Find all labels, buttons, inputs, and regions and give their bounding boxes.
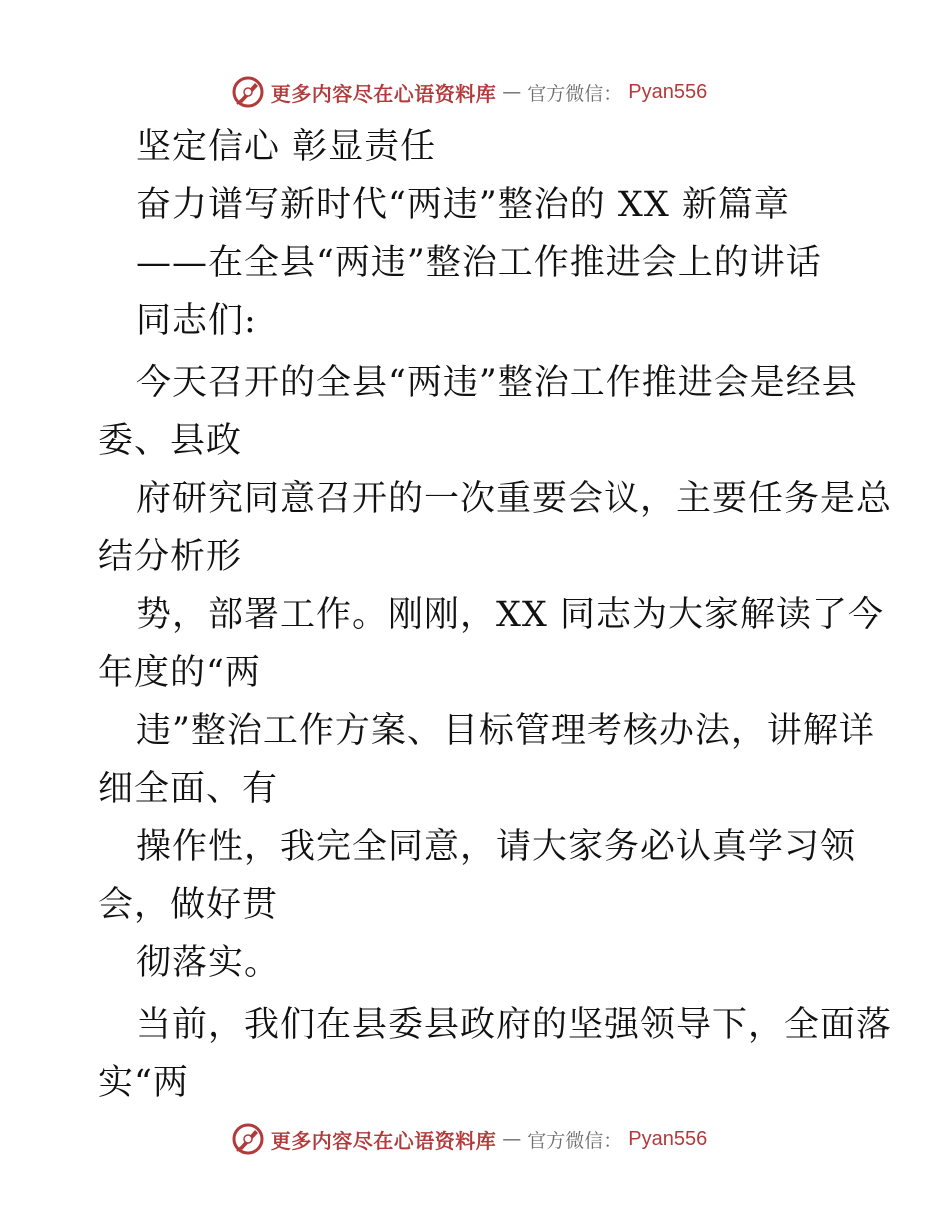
watermark-brand xyxy=(231,1122,707,1156)
doc-paragraph-line: 细全面、有 xyxy=(98,769,279,809)
watermark-account-id: Pyan556 xyxy=(628,80,708,103)
doc-paragraph-line: 结分析形 xyxy=(98,537,243,577)
header-watermark xyxy=(0,70,950,114)
watermark-separator: — xyxy=(502,1128,522,1150)
quill-pen-logo-icon xyxy=(231,1122,265,1156)
doc-paragraph-line: 势，部署工作。刚刚，XX 同志为大家解读了今 xyxy=(136,595,884,635)
doc-paragraph-line: 彻落实。 xyxy=(136,943,281,983)
doc-title-line-1: 坚定信心 彰显责任 xyxy=(136,127,437,167)
doc-title-line-2: 奋力谱写新时代“两违”整治的 XX 新篇章 xyxy=(136,185,790,225)
watermark-separator: — xyxy=(502,81,522,103)
footer-watermark xyxy=(0,1117,950,1161)
watermark-account-id: Pyan556 xyxy=(628,1127,708,1150)
doc-paragraph-line: 委、县政 xyxy=(98,421,243,461)
doc-salutation: 同志们: xyxy=(136,301,257,341)
watermark-suffix: 官方微信： xyxy=(527,82,623,105)
doc-paragraph-line: 年度的“两 xyxy=(98,653,261,693)
doc-paragraph-line: 违”整治工作方案、目标管理考核办法，讲解详 xyxy=(136,711,875,751)
doc-paragraph-line: 会，做好贯 xyxy=(98,885,279,925)
doc-paragraph-line: 实“两 xyxy=(98,1063,189,1103)
watermark-suffix: 官方微信： xyxy=(527,1129,623,1152)
doc-paragraph-line: 今天召开的全县“两违”整治工作推进会是经县 xyxy=(136,363,858,403)
watermark-brand-text: 更多内容尽在心语资料库 xyxy=(270,1128,497,1153)
quill-pen-logo-icon xyxy=(231,75,265,109)
doc-paragraph-line: 府研究同意召开的一次重要会议，主要任务是总 xyxy=(136,479,893,519)
doc-paragraph-line: 当前，我们在县委县政府的坚强领导下，全面落 xyxy=(136,1005,893,1045)
watermark-brand-text: 更多内容尽在心语资料库 xyxy=(270,81,497,106)
watermark-brand xyxy=(231,75,707,109)
doc-subtitle: ——在全县“两违”整治工作推进会上的讲话 xyxy=(136,243,822,283)
doc-paragraph-line: 操作性，我完全同意，请大家务必认真学习领 xyxy=(136,827,857,867)
